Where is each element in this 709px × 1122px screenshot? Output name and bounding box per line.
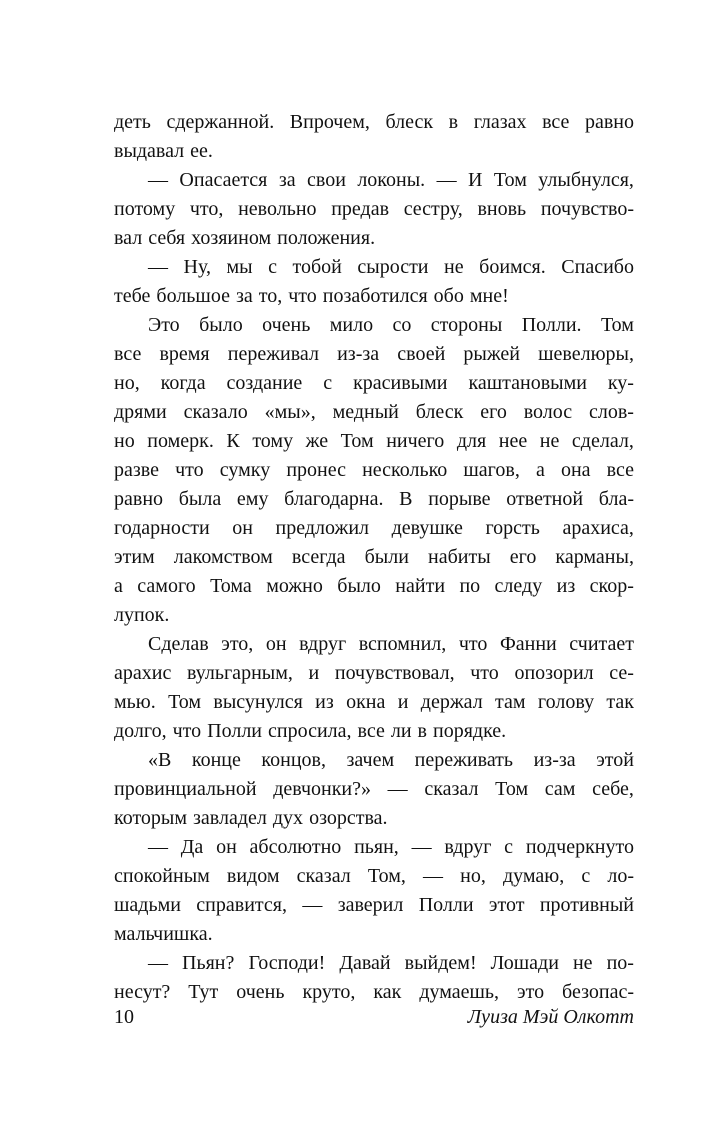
- text-line: мальчишка.: [114, 923, 213, 945]
- text-line: равно была ему благодарна. В порыве ответной бла-: [114, 488, 634, 510]
- text-line: спокойным видом сказал Том, — но, думаю, с ло-: [114, 865, 634, 887]
- text-line: потому что, невольно предав сестру, вновь почувство-: [114, 198, 634, 220]
- text-line: дрями сказало «мы», медный блеск его волос слов-: [114, 401, 634, 423]
- text-line: — Опасается за свои локоны. — И Том улыбнулся,: [148, 169, 634, 191]
- text-line: мью. Том высунулся из окна и держал там голову так: [114, 691, 634, 713]
- text-line: которым завладел дух озорства.: [114, 807, 388, 829]
- text-line: годарности он предложил девушке горсть арахиса,: [114, 517, 634, 539]
- text-line: тебе большое за то, что позаботился обо мне!: [114, 285, 509, 307]
- text-line: лупок.: [114, 604, 170, 626]
- text-line: но, когда создание с красивыми каштановыми ку-: [114, 372, 634, 394]
- text-line: — Пьян? Господи! Давай выйдем! Лошади не по-: [148, 952, 634, 974]
- text-line: вал себя хозяином положения.: [114, 227, 376, 249]
- running-footer-author: Луиза Мэй Олкотт: [467, 1006, 634, 1028]
- text-line: арахис вульгарным, и почувствовал, что опозорил се-: [114, 662, 634, 684]
- text-line: Сделав это, он вдруг вспомнил, что Фанни считает: [148, 633, 634, 655]
- text-line: разве что сумку пронес несколько шагов, а она все: [114, 459, 634, 481]
- text-line: деть сдержанной. Впрочем, блеск в глазах все равно: [114, 111, 634, 133]
- page-footer: [114, 1002, 634, 1032]
- text-line: все время переживал из-за своей рыжей шевелюры,: [114, 343, 634, 365]
- text-line: — Да он абсолютно пьян, — вдруг с подчеркнуто: [148, 836, 634, 858]
- text-line: провинциальной девчонки?» — сказал Том сам себе,: [114, 778, 634, 800]
- text-line: но померк. К тому же Том ничего для нее не сделал,: [114, 430, 634, 452]
- text-line: шадьми справится, — заверил Полли этот противный: [114, 894, 634, 916]
- text-line: несут? Тут очень круто, как думаешь, это безопас-: [114, 981, 634, 1003]
- text-line: этим лакомством всегда были набиты его карманы,: [114, 546, 634, 568]
- text-line: долго, что Полли спросила, все ли в порядке.: [114, 720, 507, 742]
- body-text: [114, 108, 634, 1007]
- text-line: а самого Тома можно было найти по следу из скор-: [114, 575, 634, 597]
- page-number: 10: [114, 1006, 134, 1028]
- text-line: — Ну, мы с тобой сырости не боимся. Спасибо: [148, 256, 634, 278]
- text-line: Это было очень мило со стороны Полли. Том: [148, 314, 634, 336]
- text-line: выдавал ее.: [114, 140, 213, 162]
- text-line: «В конце концов, зачем переживать из-за этой: [148, 749, 634, 771]
